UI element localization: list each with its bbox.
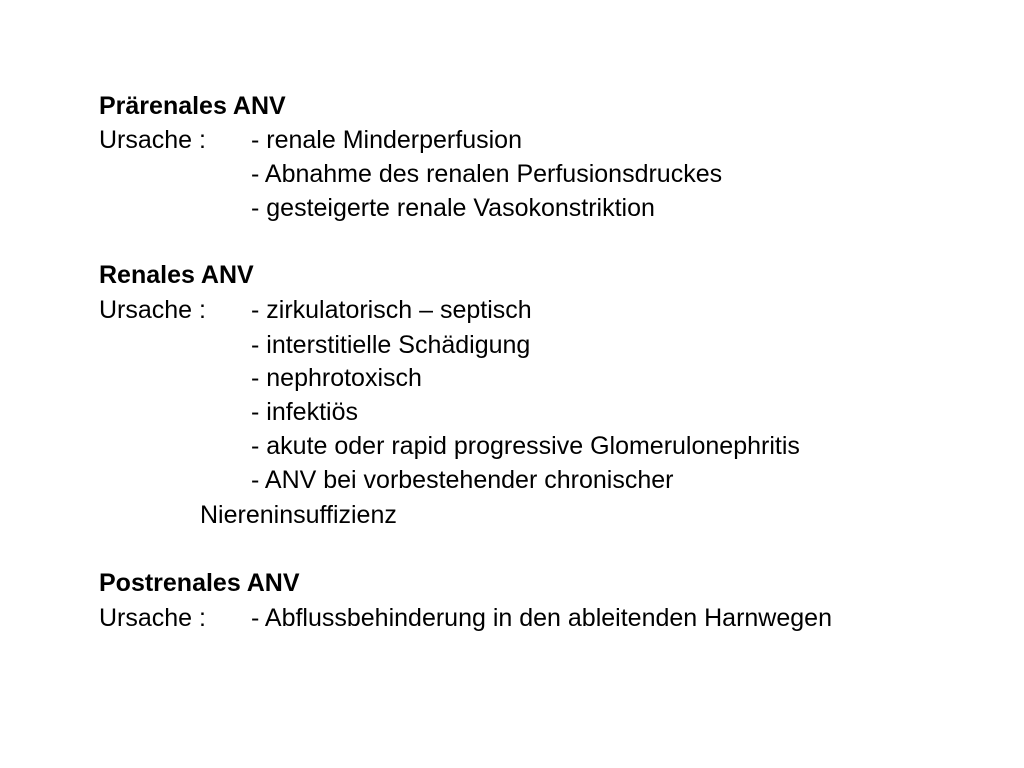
list-item: - infektiös	[251, 398, 358, 426]
section-heading-postrenal: Postrenales ANV	[99, 569, 300, 597]
list-item: - interstitielle Schädigung	[251, 331, 531, 359]
section-heading-renal: Renales ANV	[99, 261, 254, 289]
list-item-continuation: Niereninsuffizienz	[200, 501, 397, 529]
list-item: - akute oder rapid progressive Glomerulonephritis	[251, 432, 800, 460]
cause-label-postrenal: Ursache :	[99, 604, 206, 632]
list-item: - gesteigerte renale Vasokonstriktion	[251, 194, 655, 222]
list-item: - Abnahme des renalen Perfusionsdruckes	[251, 160, 723, 188]
section-heading-praerenal: Prärenales ANV	[99, 92, 286, 120]
cause-label-praerenal: Ursache :	[99, 126, 206, 154]
list-item: - nephrotoxisch	[251, 364, 422, 392]
list-item: - ANV bei vorbestehender chronischer	[251, 466, 674, 494]
cause-label-renal: Ursache :	[99, 296, 206, 324]
list-item: - Abflussbehinderung in den ableitenden Harnwegen	[251, 604, 832, 632]
list-item: - zirkulatorisch – septisch	[251, 296, 532, 324]
list-item: - renale Minderperfusion	[251, 126, 522, 154]
